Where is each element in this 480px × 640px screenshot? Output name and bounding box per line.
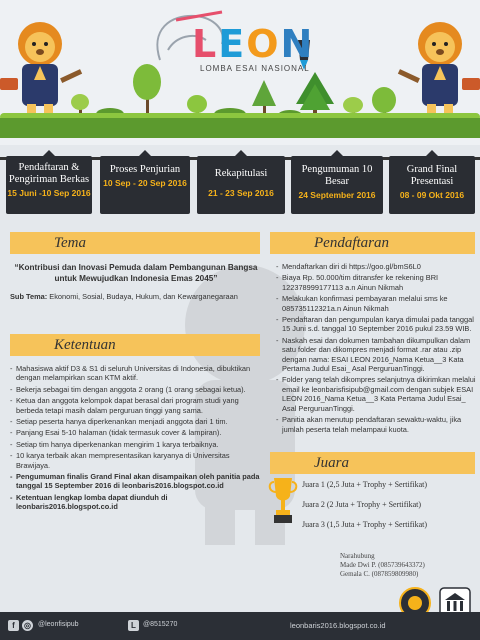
pendaftaran-item: - Naskah esai dan dokumen tambahan dikumpulkan dalam satu folder dan dikompres menjadi format .rar atau .zip dengan nama: ESAI LEON 2016_Nama Ketua__3 Kata Pertama Judul Esai_ Asal PerguruanTinggi. — [276, 336, 476, 374]
contact-person: Made Dwi P. (085739643372) — [340, 561, 425, 569]
contact-section — [340, 552, 475, 579]
juara-item: Juara 2 (2 Juta + Trophy + Sertifikat) — [302, 500, 422, 509]
ketentuan-item: - 10 karya terbaik akan mempresentasikan karyanya di Universitas Brawijaya. — [10, 451, 262, 470]
line-icon[interactable]: L — [128, 620, 139, 631]
pendaftaran-item: - Folder yang telah dikompres selanjutnya dikirimkan melalui email ke leonbarisfisipub@gmail.com dengan subjek ESAI LEON 2016_Nama Ketua__3 Kata Pertama Judul Esai_ Asal PerguruanTinggi. — [276, 375, 476, 413]
pendaftaran-item: - Melakukan konfirmasi pembayaran melalui sms ke 085735112321a.n Ainun Nikmah — [276, 294, 476, 313]
tree-icon — [372, 87, 396, 114]
timeline-item — [389, 156, 475, 214]
pendaftaran-item: - Biaya Rp. 50.000/tim ditransfer ke rekening BRI 122378999177113 a.n Ainun Nikmah — [276, 273, 476, 292]
timeline-title: Proses Penjurian — [109, 164, 181, 175]
ketentuan-item: - Setiap peserta hanya diperkenankan menjadi anggota dari 1 tim. — [10, 417, 262, 426]
tema-section — [10, 262, 262, 303]
ketentuan-item: - Mahasiswa aktif D3 & S1 di seluruh Universitas di Indonesia, dibuktikan dengan melampirkan scan KTM aktif. — [10, 364, 262, 383]
pendaftaran-section — [276, 262, 476, 436]
tree-icon — [187, 95, 207, 114]
ketentuan-item: - Setiap tim hanya diperkenankan mengirim 1 karya terbaiknya. — [10, 440, 262, 449]
event-logo — [150, 8, 325, 74]
ketentuan-item: - Pengumuman finalis Grand Final akan disampaikan oleh panitia pada tanggal 15 September 2016 di leonbaris2016.blogspot.co.id — [10, 472, 262, 491]
pendaftaran-item: - Panitia akan menutup pendaftaran sewaktu-waktu, jika jumlah peserta telah melampaui kuota. — [276, 415, 476, 434]
logo-subtitle: LOMBA ESAI NASIONAL — [200, 64, 310, 73]
ketentuan-heading: Ketentuan — [10, 334, 260, 356]
juara-heading: Juara — [270, 452, 475, 474]
ground — [0, 118, 480, 138]
pendaftaran-item: - Mendaftarkan diri di https://goo.gl/bmS6L0 — [276, 262, 476, 271]
timeline-item — [100, 156, 190, 214]
subtema-text: Sub Tema: Ekonomi, Sosial, Budaya, Hukum, dan Kewarganegaraan — [10, 292, 238, 301]
tema-heading: Tema — [10, 232, 260, 254]
pendaftaran-heading: Pendaftaran — [270, 232, 475, 254]
instagram-icon[interactable]: ◎ — [22, 620, 33, 631]
timeline-date: 10 Sep - 20 Sep 2016 — [103, 178, 187, 188]
timeline-date: 21 - 23 Sep 2016 — [208, 188, 274, 198]
timeline-title: Pengumuman 10 Besar — [301, 164, 373, 187]
footer — [0, 612, 480, 640]
tree-icon — [71, 94, 89, 114]
contact-person: Gemala C. (087859809980) — [340, 570, 419, 578]
lion-mascot-right-icon — [398, 22, 480, 116]
ketentuan-section — [10, 364, 262, 514]
social-handle: @leonfisipub — [38, 621, 79, 628]
timeline-title: Grand Final Presentasi — [406, 164, 458, 187]
timeline-date: 15 Juni -10 Sep 2016 — [7, 188, 91, 198]
website-link[interactable]: leonbaris2016.blogspot.co.id — [290, 621, 386, 630]
facebook-icon[interactable]: f — [8, 620, 19, 631]
juara-list — [302, 480, 472, 540]
tree-icon — [296, 72, 334, 114]
timeline-date: 08 - 09 Okt 2016 — [399, 190, 465, 200]
timeline-date: 24 September 2016 — [298, 190, 376, 200]
tema-text: “Kontribusi dan Inovasi Pemuda dalam Pembangunan Bangsa untuk Mewujudkan Indonesia Emas 2045” — [14, 263, 258, 283]
timeline-item — [197, 156, 285, 214]
timeline-item — [291, 156, 383, 214]
trophy-icon — [268, 476, 298, 528]
juara-item: Juara 1 (2,5 Juta + Trophy + Sertifikat) — [302, 480, 428, 489]
ketentuan-item: - Bekerja sebagai tim dengan anggota 2 orang (1 orang sebagai ketua). — [10, 385, 262, 394]
timeline-title: Rekapitulasi — [214, 168, 268, 179]
contact-label: Narahubung — [340, 552, 375, 560]
pendaftaran-item: - Pendaftaran dan pengumpulan karya dimulai pada tanggal 15 Juni s.d. tanggal 10 September 2016 pukul 23.59 WIB. — [276, 315, 476, 334]
timeline-item — [6, 156, 92, 214]
ketentuan-item: - Panjang Esai 5-10 halaman (tidak termasuk cover & lampiran). — [10, 428, 262, 437]
juara-item: Juara 3 (1,5 Juta + Trophy + Sertifikat) — [302, 520, 428, 529]
logo-title: LEON — [192, 22, 315, 66]
ketentuan-item: - Ketua dan anggota kelompok dapat berasal dari program studi yang berbeda tetapi masih dalam perguruan tinggi yang sama. — [10, 396, 262, 415]
timeline-title: Pendaftaran & Pengiriman Berkas — [8, 162, 90, 185]
tree-icon — [252, 80, 276, 114]
lion-mascot-left-icon — [0, 22, 82, 116]
tree-icon — [343, 97, 363, 114]
line-id: @8515270 — [143, 621, 178, 628]
ketentuan-item: - Ketentuan lengkap lomba dapat diunduh di leonbaris2016.blogspot.co.id — [10, 493, 262, 512]
